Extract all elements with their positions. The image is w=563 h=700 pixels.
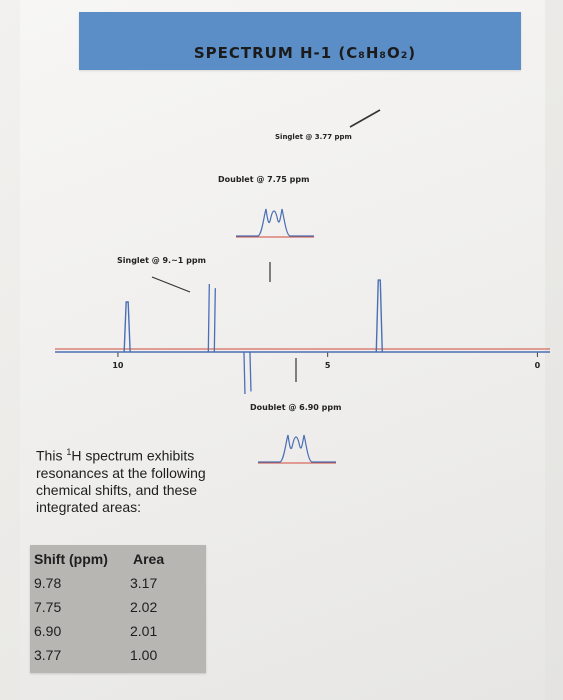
doublet-expansion-7-75 (236, 209, 314, 236)
area-value: 3.17 (130, 575, 158, 591)
tick-label: 5 (324, 361, 331, 370)
peak-label: Doublet @ 6.90 ppm (250, 403, 342, 412)
peak-label: Singlet @ 9.~1 ppm (117, 256, 206, 265)
peak-doublet (208, 284, 215, 352)
column-header-area: Area (133, 551, 165, 567)
description-text: This $^1$H spectrum exhibits resonances at the following chemical shifts, and these integrated areas: (36, 447, 206, 515)
area-value: 2.01 (130, 623, 158, 639)
tick-label: 10 (112, 361, 124, 370)
doublet-expansion-6-90 (258, 435, 336, 462)
table-row (30, 621, 206, 645)
area-value: 2.02 (130, 599, 158, 615)
table-row (30, 573, 206, 597)
shift-value: 7.75 (34, 599, 62, 615)
table-row (30, 597, 206, 621)
label-pointer (350, 110, 380, 127)
peak-doublet (244, 352, 251, 394)
tick-label: 0 (534, 361, 541, 370)
peak-singlet (124, 302, 130, 352)
peak-singlet (376, 280, 382, 352)
shift-value: 9.78 (34, 575, 62, 591)
table-header-row (30, 549, 206, 573)
peak-label: Singlet @ 3.77 ppm (275, 133, 352, 141)
shift-value: 3.77 (34, 647, 62, 663)
label-pointer (152, 277, 190, 292)
table-row (30, 645, 206, 669)
shift-value: 6.90 (34, 623, 62, 639)
spectrum-title: SPECTRUM H-1 (C₈H₈O₂) (193, 44, 417, 62)
peak-label: Doublet @ 7.75 ppm (218, 175, 310, 184)
shift-area-table-panel (30, 545, 206, 673)
column-header-shift: Shift (ppm) (34, 551, 108, 567)
shift-area-table (30, 549, 206, 669)
area-value: 1.00 (130, 647, 158, 663)
